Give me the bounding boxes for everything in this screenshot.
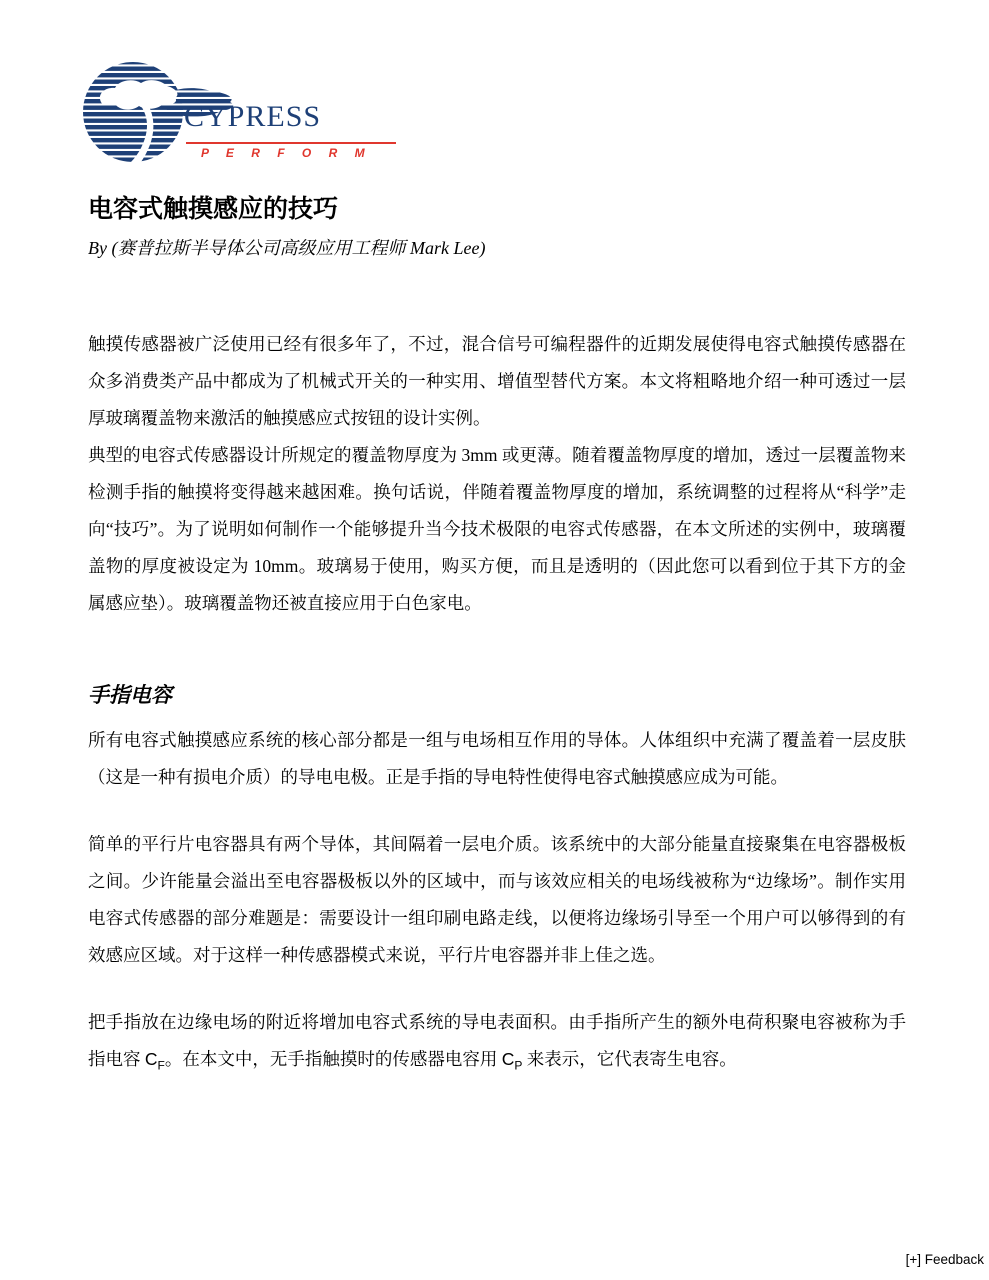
cf-subscript: F <box>157 1058 165 1073</box>
cp-subscript: P <box>514 1058 523 1073</box>
feedback-link[interactable]: [+] Feedback <box>905 1252 984 1267</box>
section-heading-finger-capacitance: 手指电容 <box>88 683 172 707</box>
logo-divider <box>186 142 396 144</box>
cypress-logo <box>83 60 372 165</box>
cf-symbol: C <box>144 1049 158 1069</box>
page-title: 电容式触摸感应的技巧 <box>88 196 339 223</box>
paragraph-text-mid: 。在本文中，无手指触摸时的传感器电容用 <box>164 1049 502 1069</box>
intro-paragraph-2: 典型的电容式传感器设计所规定的覆盖物厚度为 3mm 或更薄。随着覆盖物厚度的增加，透过一层覆盖物来检测手指的触摸将变得越来越困难。换句话说，伴随着覆盖物厚度的增加，系统调整的过程将从“科学”走向“技巧”。为了说明如何制作一个能够提升当今技术极限的电容式传感器，在本文所述的实例中，玻璃覆盖物的厚度被设定为 10mm。玻璃易于使用，购买方便，而且是透明的（因此您可以看到位于其下方的金属感应垫）。玻璃覆盖物还被直接应用于白色家电。 <box>88 445 906 613</box>
cp-symbol: C <box>501 1049 515 1069</box>
section-paragraph-1: 所有电容式触摸感应系统的核心部分都是一组与电场相互作用的导体。人体组织中充满了覆盖着一层皮肤（这是一种有损电介质）的导电电极。正是手指的导电特性使得电容式触摸感应成为可能。 <box>88 730 906 787</box>
section-paragraph-3 <box>88 1004 906 1078</box>
paragraph-text-lead: 把手指放在边缘电场的附近将增加电容式系统的导电表面积。由手指所产生的额外电荷积聚电容被称为手指电容 <box>88 1012 906 1069</box>
paragraph-text-tail: 来表示，它代表寄生电容。 <box>522 1049 737 1069</box>
intro-paragraph-1: 触摸传感器被广泛使用已经有很多年了，不过，混合信号可编程器件的近期发展使得电容式触摸传感器在众多消费类产品中都成为了机械式开关的一种实用、增值型替代方案。本文将粗略地介绍一种可透过一层厚玻璃覆盖物来激活的触摸感应式按钮的设计实例。 <box>88 334 906 428</box>
section-paragraph-2: 简单的平行片电容器具有两个导体，其间隔着一层电介质。该系统中的大部分能量直接聚集在电容器极板之间。少许能量会溢出至电容器极板以外的区域中，而与该效应相关的电场线被称为“边缘场”。制作实用电容式传感器的部分难题是：需要设计一组印刷电路走线，以便将边缘场引导至一个用户可以够得到的有效感应区域。对于这样一种传感器模式来说，平行片电容器并非上佳之选。 <box>88 834 906 965</box>
byline: By (赛普拉斯半导体公司高级应用工程师 Mark Lee) <box>88 238 486 258</box>
cypress-tagline: P E R F O R M <box>201 146 372 160</box>
cypress-wordmark: CYPRESS <box>184 100 322 133</box>
document-body <box>88 326 906 1078</box>
